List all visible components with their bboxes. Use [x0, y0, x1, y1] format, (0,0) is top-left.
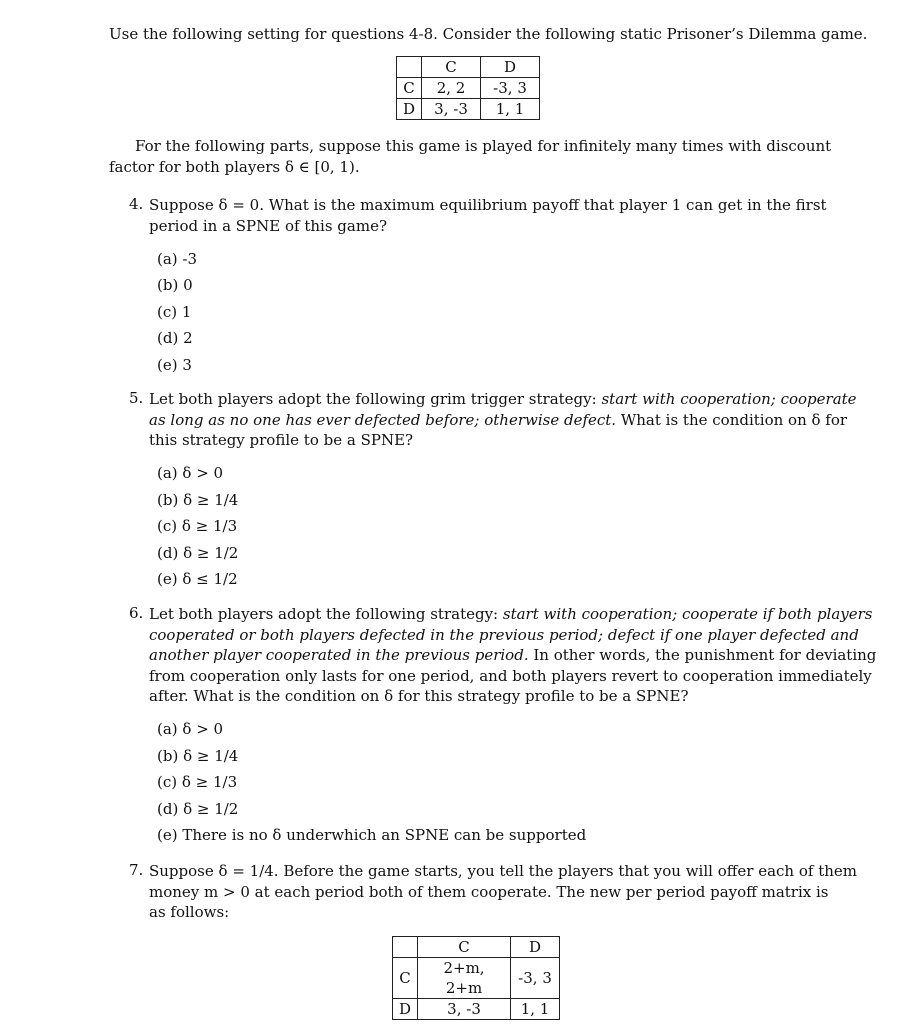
- row-header: D: [393, 999, 418, 1020]
- answer-option: (a) δ > 0: [157, 720, 224, 738]
- table-corner-cell: [393, 937, 418, 958]
- question-text: Let both players adopt the following grim trigger strategy:: [149, 390, 602, 408]
- answer-option: (b) δ ≥ 1/4: [157, 747, 239, 765]
- payoff-cell: 3, -3: [422, 99, 481, 120]
- question-line: Suppose δ = 1/4. Before the game starts, you tell the players that you will offer each of them: [149, 862, 857, 880]
- answer-option: (c) 1: [157, 303, 192, 321]
- question-line: after. What is the condition on δ for this strategy profile to be a SPNE?: [149, 687, 689, 705]
- strategy-text: as long as no one has ever defected before; otherwise defect.: [149, 410, 617, 429]
- payoff-cell: -3, 3: [481, 78, 540, 99]
- answer-option: (a) δ > 0: [157, 464, 224, 482]
- strategy-text: another player cooperated in the previous period.: [149, 646, 529, 664]
- question-text: What is the condition on δ for: [616, 410, 848, 429]
- answer-option: (e) 3: [157, 356, 192, 374]
- question-line: [149, 645, 876, 666]
- table-corner-cell: [397, 57, 422, 78]
- setup-paragraph: [109, 136, 831, 177]
- answer-option: (e) δ ≤ 1/2: [157, 570, 238, 588]
- answer-option: (d) δ ≥ 1/2: [157, 544, 239, 562]
- row-header: D: [397, 99, 422, 120]
- question-number: 4.: [129, 195, 144, 213]
- table-row: [393, 958, 560, 999]
- answer-option: (e) There is no δ underwhich an SPNE can be supported: [157, 826, 587, 844]
- question-7-text: [149, 861, 857, 923]
- payoff-table-1: [396, 56, 540, 120]
- table-header-row: [393, 937, 560, 958]
- intro-text: Use the following setting for questions 4-8. Consider the following static Prisoner’s Dilemma game.: [109, 25, 868, 43]
- answer-option: (d) 2: [157, 329, 193, 347]
- strategy-text: start with cooperation; cooperate if both players: [502, 605, 873, 623]
- question-number: 7.: [129, 861, 144, 879]
- question-text: In other words, the punishment for deviating: [528, 646, 877, 664]
- answer-option: (c) δ ≥ 1/3: [157, 773, 238, 791]
- table-row: [393, 999, 560, 1020]
- question-line: money m > 0 at each period both of them cooperate. The new per period payoff matrix is: [149, 882, 829, 901]
- col-header: D: [511, 937, 560, 958]
- question-text: Let both players adopt the following strategy:: [149, 605, 503, 623]
- payoff-cell: 3, -3: [418, 999, 511, 1020]
- question-number: 5.: [129, 389, 144, 407]
- row-header: C: [393, 958, 418, 999]
- question-number: 6.: [129, 604, 144, 622]
- table-header-row: [397, 57, 540, 78]
- col-header: D: [481, 57, 540, 78]
- question-line: Suppose δ = 0. What is the maximum equilibrium payoff that player 1 can get in the first: [149, 196, 827, 214]
- payoff-cell: 2, 2: [422, 78, 481, 99]
- row-header: C: [397, 78, 422, 99]
- answer-option: (b) 0: [157, 276, 193, 294]
- question-line: [149, 410, 857, 431]
- payoff-cell: -3, 3: [511, 958, 560, 999]
- answer-option: (a) -3: [157, 250, 198, 268]
- question-line: period in a SPNE of this game?: [149, 216, 387, 235]
- question-line: from cooperation only lasts for one period, and both players revert to cooperation immediately: [149, 666, 872, 685]
- payoff-cell: 1, 1: [511, 999, 560, 1020]
- table-row: [397, 99, 540, 120]
- setup-line: factor for both players δ ∈ [0, 1).: [109, 157, 360, 176]
- payoff-cell: 1, 1: [481, 99, 540, 120]
- question-line: this strategy profile to be a SPNE?: [149, 431, 414, 449]
- question-4-text: [149, 195, 827, 236]
- table-row: [397, 78, 540, 99]
- question-line: as follows:: [149, 903, 230, 921]
- col-header: C: [422, 57, 481, 78]
- col-header: C: [418, 937, 511, 958]
- answer-option: (c) δ ≥ 1/3: [157, 517, 238, 535]
- answer-option: (d) δ ≥ 1/2: [157, 800, 239, 818]
- question-line: [149, 604, 876, 625]
- question-6-text: [149, 604, 876, 707]
- payoff-table-2: [392, 936, 560, 1020]
- question-line: [149, 389, 857, 410]
- strategy-text: start with cooperation; cooperate: [601, 390, 857, 408]
- payoff-cell: 2+m, 2+m: [418, 958, 511, 999]
- question-5-text: [149, 389, 857, 451]
- answer-option: (b) δ ≥ 1/4: [157, 491, 239, 509]
- question-line: cooperated or both players defected in the previous period; defect if one player defected and: [149, 625, 859, 644]
- setup-line: For the following parts, suppose this game is played for infinitely many times with discount: [135, 137, 832, 155]
